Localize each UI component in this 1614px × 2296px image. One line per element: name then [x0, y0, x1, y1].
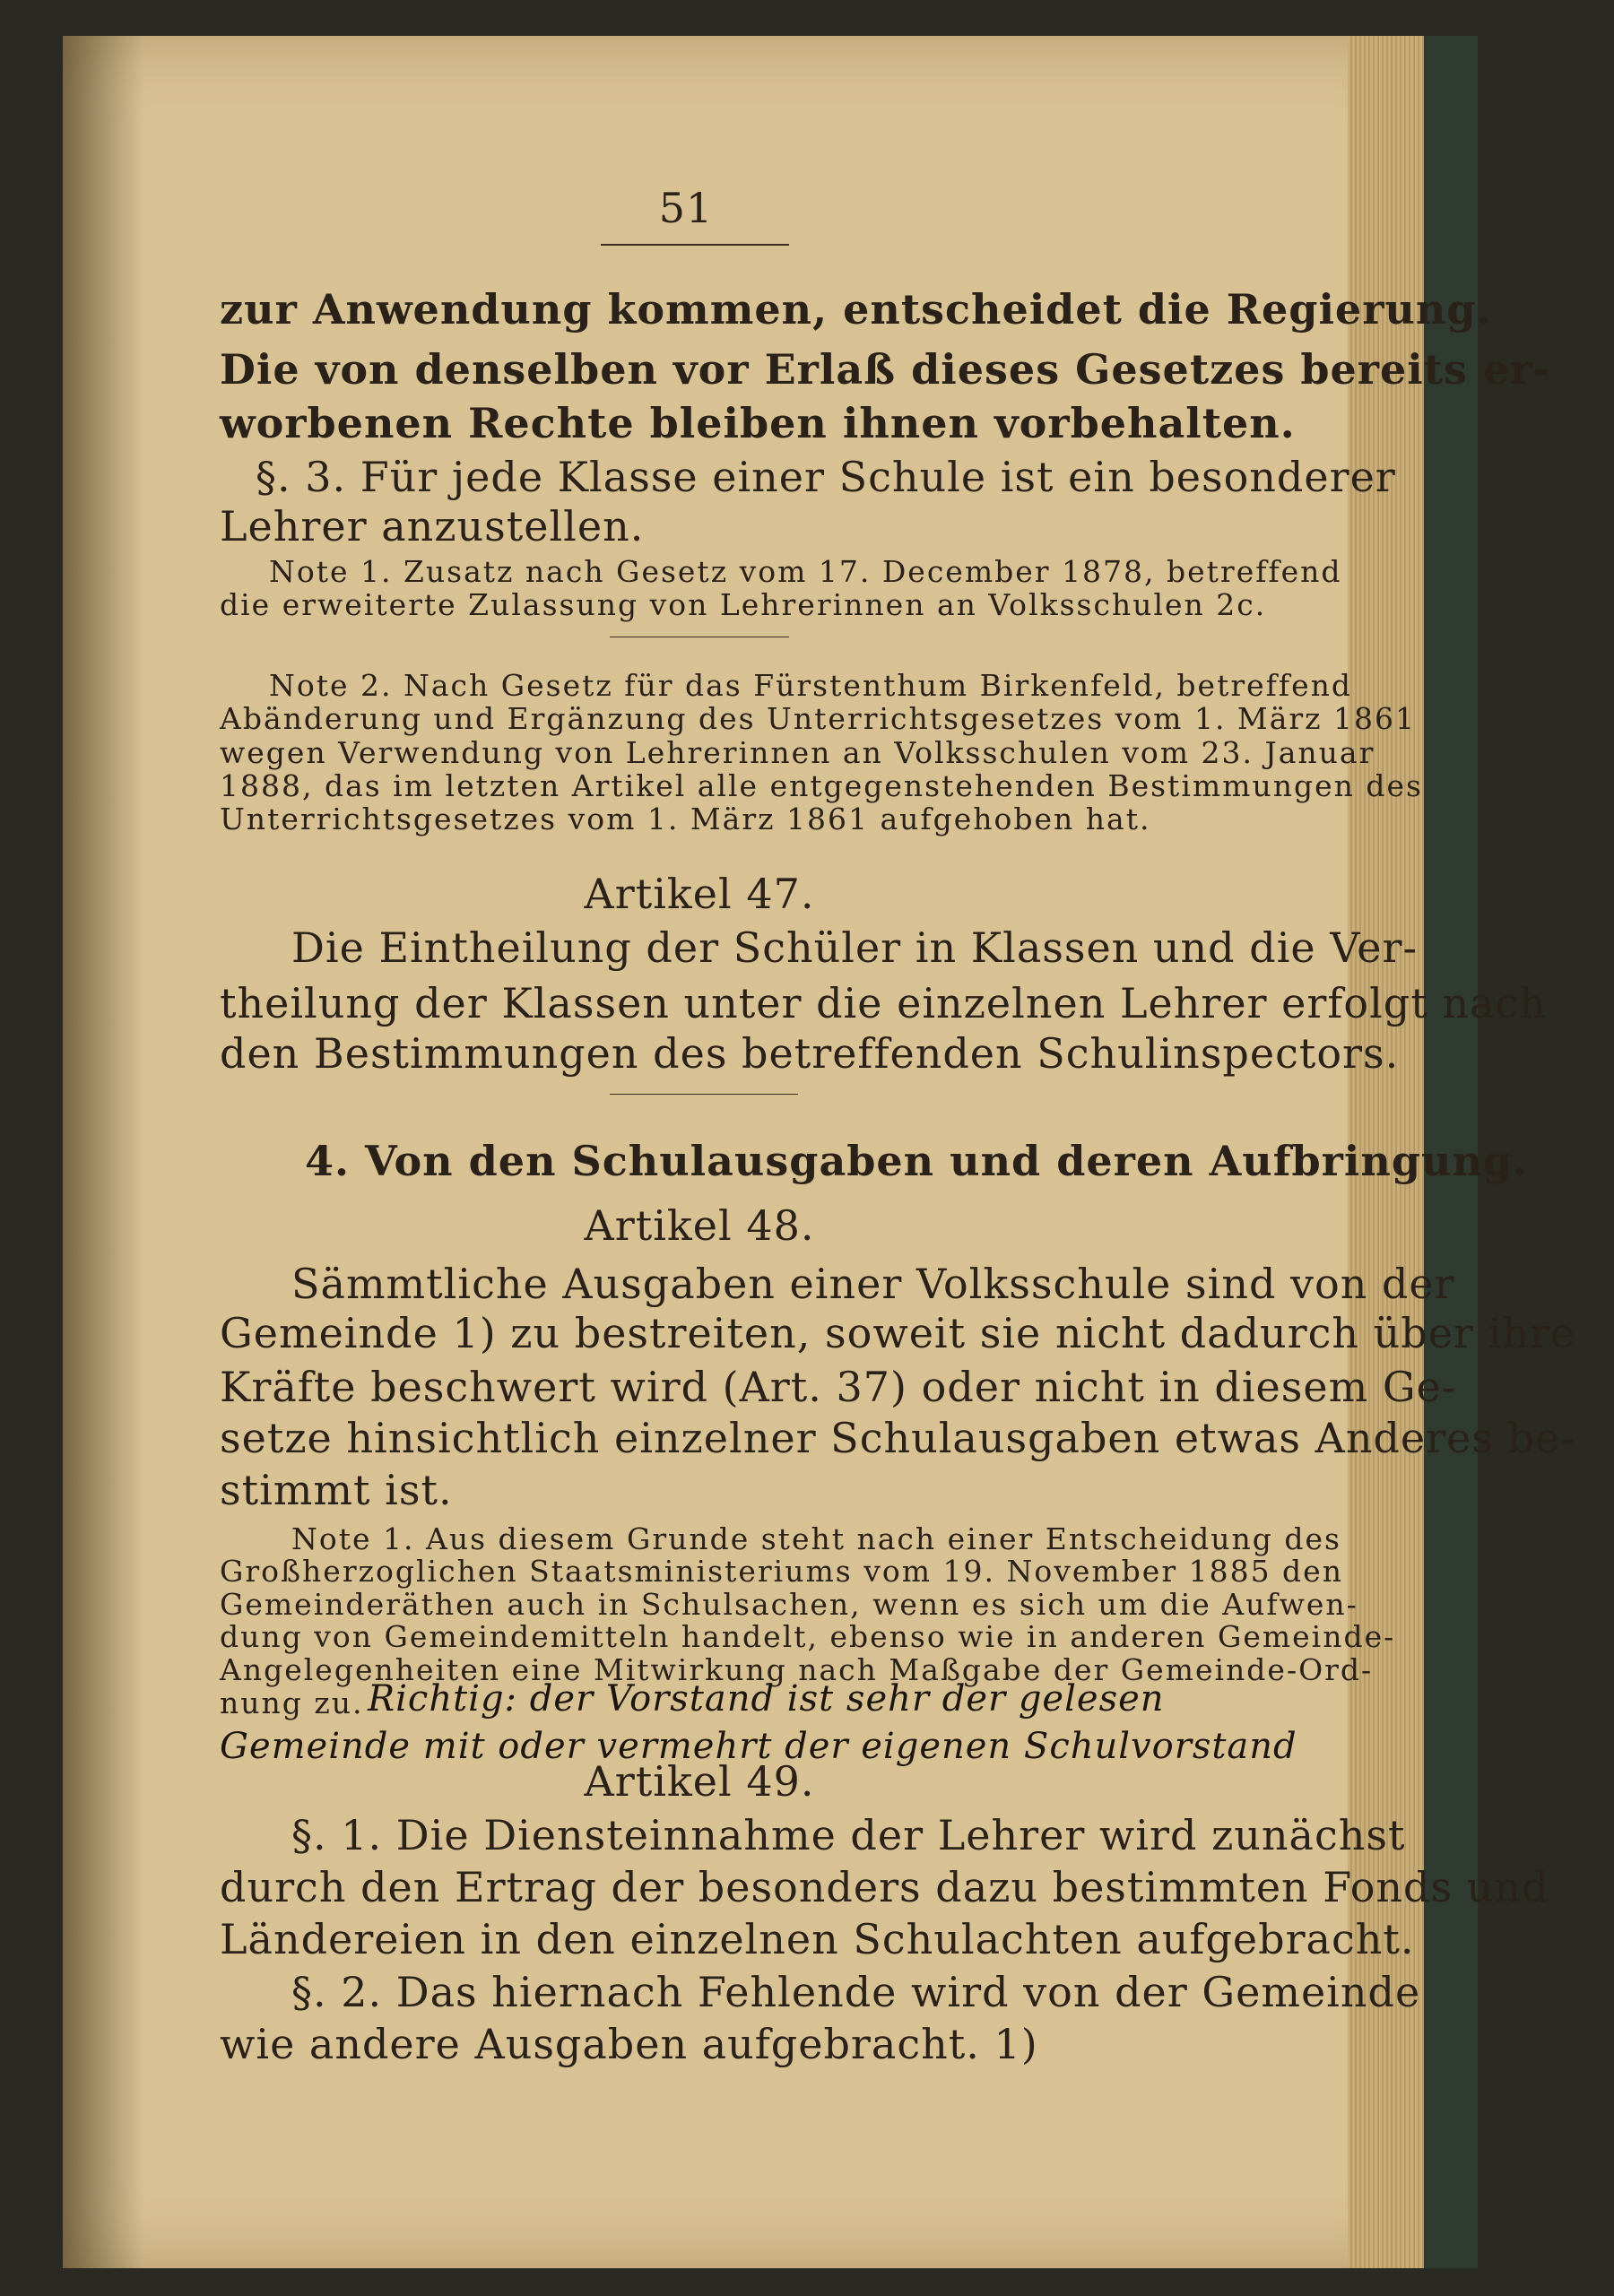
text-line: worbenen Rechte bleiben ihnen vorbehalten. — [220, 399, 1296, 447]
footnote-line: Note 1. Aus diesem Grunde steht nach einer Entscheidung des — [291, 1521, 1341, 1556]
text-line: §. 3. Für jede Klasse einer Schule ist ein besonderer — [256, 453, 1396, 501]
text-line: Die Eintheilung der Schüler in Klassen und die Ver- — [291, 923, 1419, 972]
article-heading: Artikel 47. — [584, 870, 815, 918]
footnote-line: Note 1. Zusatz nach Gesetz vom 17. December 1878, betreffend — [269, 554, 1342, 589]
footnote-line: nung zu. — [220, 1685, 364, 1720]
text-line: Die von denselben vor Erlaß dieses Gesetzes bereits er- — [220, 345, 1551, 394]
footnote-line: Gemeinderäthen auch in Schulsachen, wenn es sich um die Aufwen- — [220, 1587, 1358, 1622]
text-line: den Bestimmungen des betreffenden Schulinspectors. — [220, 1029, 1400, 1078]
text-line: §. 1. Die Diensteinnahme der Lehrer wird zunächst — [291, 1811, 1406, 1859]
text-line: stimmt ist. — [220, 1466, 453, 1514]
footnote-line: Großherzoglichen Staatsministeriums vom 19. November 1885 den — [220, 1554, 1343, 1589]
footnote-line: 1888, das im letzten Artikel alle entgegenstehenden Bestimmungen des — [220, 768, 1423, 803]
divider-rule — [610, 1094, 798, 1095]
footnote-line: Angelegenheiten eine Mitwirkung nach Maßgabe der Gemeinde-Ord- — [220, 1652, 1374, 1687]
text-line: Kräfte beschwert wird (Art. 37) oder nicht in diesem Ge- — [220, 1363, 1457, 1411]
handwritten-annotation: Richtig: der Vorstand ist sehr der gelesen — [368, 1678, 1165, 1720]
text-line: zur Anwendung kommen, entscheidet die Regierung. — [220, 285, 1492, 334]
article-heading: Artikel 49. — [584, 1757, 815, 1806]
text-line: §. 2. Das hiernach Fehlende wird von der Gemeinde — [291, 1968, 1421, 2016]
section-heading: 4. Von den Schulausgaben und deren Aufbringung. — [305, 1137, 1529, 1185]
footnote-line: Unterrichtsgesetzes vom 1. März 1861 aufgehoben hat. — [220, 801, 1151, 836]
page-number: 51 — [658, 184, 714, 232]
footnote-line: Note 2. Nach Gesetz für das Fürstenthum Birkenfeld, betreffend — [269, 668, 1352, 703]
text-line: Gemeinde 1) zu bestreiten, soweit sie nicht dadurch über ihre — [220, 1309, 1576, 1357]
text-line: theilung der Klassen unter die einzelnen Lehrer erfolgt nach — [220, 979, 1547, 1027]
text-line: Sämmtliche Ausgaben einer Volksschule sind von der — [291, 1260, 1455, 1308]
page-number-rule — [601, 244, 789, 246]
text-line: Lehrer anzustellen. — [220, 502, 645, 550]
footnote-line: dung von Gemeindemitteln handelt, ebenso wie in anderen Gemeinde- — [220, 1619, 1396, 1654]
footnote-line: Abänderung und Ergänzung des Unterrichtsgesetzes vom 1. März 1861 — [220, 701, 1417, 736]
handwritten-annotation: Gemeinde mit oder vermehrt der eigenen Schulvorstand — [220, 1726, 1297, 1767]
article-heading: Artikel 48. — [584, 1201, 815, 1250]
text-line: Ländereien in den einzelnen Schulachten aufgebracht. — [220, 1915, 1415, 1963]
footnote-line: die erweiterte Zulassung von Lehrerinnen an Volksschulen 2c. — [220, 587, 1267, 622]
text-line: setze hinsichtlich einzelner Schulausgaben etwas Anderes be- — [220, 1414, 1575, 1462]
text-line: durch den Ertrag der besonders dazu bestimmten Fonds und — [220, 1863, 1549, 1911]
text-line: wie andere Ausgaben aufgebracht. 1) — [220, 2020, 1038, 2068]
footnote-line: wegen Verwendung von Lehrerinnen an Volksschulen vom 23. Januar — [220, 735, 1375, 770]
book-gutter-shadow — [63, 36, 143, 2268]
